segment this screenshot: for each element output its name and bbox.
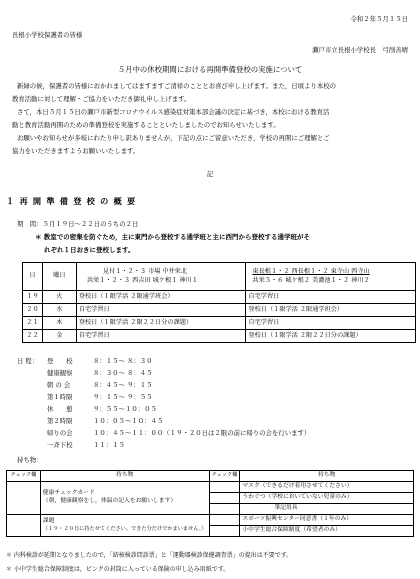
- group-b-line-1: 東長根１・２ 西長根１・２ 東寺山 西寺山: [252, 268, 370, 276]
- item-header: 持ち物: [240, 471, 414, 482]
- item-header: 持ち物: [40, 471, 209, 482]
- intro-line: 動と教育活動再開のための準備登校を実施することといたしましたのでお知らせいたします。: [12, 121, 280, 129]
- timetable-time: １０：０５〜１０：４５: [93, 417, 164, 425]
- check-box[interactable]: [209, 504, 240, 515]
- timetable-name: 休 憩: [47, 405, 73, 413]
- item-text: うわぐつ（学校においていない児童のみ）: [240, 493, 414, 504]
- row-day: ２０: [23, 304, 43, 317]
- footnote: ＊ 内科検診が延期となりましたので，「結核検診問診票」と「運動器検診保健調査票」の提出は不要です。: [6, 552, 293, 559]
- schedule-table: [22, 262, 416, 343]
- timetable-name: 帰りの会: [47, 429, 73, 437]
- document-title: ５月中の休校期間における再開準備登校の実施について: [117, 65, 303, 74]
- timetable-name: 朝 の 会: [47, 381, 71, 389]
- row-day: ２１: [23, 317, 43, 330]
- item-assignment: [40, 515, 209, 537]
- item-text: マスク（できるだけ着用させてください）: [240, 482, 414, 493]
- period-text: 期 間：５月１９日〜２２日のうちの２日: [17, 220, 139, 228]
- check-box[interactable]: [7, 515, 41, 537]
- timetable-time: ８：４５〜 ９：１５: [93, 381, 153, 389]
- recipient: 長根小学校保護者の皆様: [12, 31, 83, 39]
- timetable-time: ９：１５〜 ９：５５: [93, 393, 153, 401]
- item-text: 課題: [42, 518, 55, 525]
- schedule-row: [23, 317, 416, 330]
- sender: 瀬戸市立長根小学校長 弓削善晴: [312, 46, 408, 54]
- timetable-name: 健康観察: [47, 369, 73, 377]
- check-box[interactable]: [209, 493, 240, 504]
- check-box[interactable]: [209, 526, 240, 537]
- check-header: チェック欄: [7, 471, 41, 482]
- items-label: 持ち物：: [17, 456, 43, 464]
- intro-line: 新緑の候，保護者の皆様におかれましてはますますご清祥のこととお喜び申し上げます。また，日頃より本校の: [17, 82, 337, 90]
- row-group-b: 登校日（１限学活 ２限２２日分の課題）: [246, 330, 416, 343]
- schedule-row: [23, 330, 416, 343]
- items-table: [6, 470, 414, 537]
- check-box[interactable]: [209, 515, 240, 526]
- row-group-b: 自宅学習日: [246, 291, 416, 304]
- item-health-card: [40, 482, 209, 515]
- col-weekday-header: 曜日: [42, 263, 76, 291]
- timetable-time: １０：４５〜１１：００（１９・２０日は２限の前に帰りの会を行います）: [93, 429, 311, 437]
- col-day-header: 日: [23, 263, 43, 291]
- check-box[interactable]: [209, 482, 240, 493]
- row-group-a: 登校日（１限学活 ２限２２日分の課題）: [76, 317, 246, 330]
- timetable-time: ８：１５〜 ８：３０: [93, 357, 153, 365]
- note-line: れぞれ１日おきに登校します。: [44, 246, 135, 254]
- ki-heading: 記: [206, 170, 214, 178]
- item-text: スポーツ振興センター同意書（１年のみ）: [240, 515, 414, 526]
- schedule-row: [23, 304, 416, 317]
- timetable-label: 日 程：: [17, 357, 39, 365]
- intro-line: お願いやお知らせが多岐にわたり申し訳ありませんが，下記の点にご留意いただき，学校の再開にご理解とご: [17, 134, 330, 142]
- row-day: １９: [23, 291, 43, 304]
- document-date: 令和２年５月１５日: [350, 15, 408, 23]
- intro-line: さて，本日５月１５日の瀬戸市新型コロナウイルス感染症対策本部会議の決定に基づき，本校における教育活: [17, 108, 330, 116]
- group-a-line-1: 見付１・２・３ 市場 中井栄北: [102, 268, 188, 276]
- row-group-b: 登校日（１限学活 ２限通学班会）: [246, 304, 416, 317]
- item-text: 小中学生総合保障制度（希望者のみ）: [240, 526, 414, 537]
- group-b-header: [246, 263, 416, 291]
- row-group-b: 自宅学習日: [246, 317, 416, 330]
- row-group-a: 登校日（１限学活 ２限通学班会）: [76, 291, 246, 304]
- row-weekday: 火: [42, 291, 76, 304]
- section-1-title: １ 再 開 準 備 登 校 の 概 要: [6, 196, 137, 206]
- check-box[interactable]: [7, 482, 41, 515]
- timetable-name: 登 校: [47, 357, 73, 365]
- row-weekday: 水: [42, 304, 76, 317]
- row-weekday: 木: [42, 317, 76, 330]
- check-header: チェック欄: [209, 471, 240, 482]
- group-a-line-2: 共栄１・２・３ 西吉田 城ケ根１ 神川１: [86, 276, 198, 284]
- timetable-name: 第１時限: [47, 393, 73, 401]
- row-group-a: 自宅学習日: [76, 304, 246, 317]
- group-b-line-2: 共栄５・６ 城ケ根２ 美濃池１・２ 神川２: [252, 276, 370, 284]
- timetable-time: １１：１５: [93, 441, 125, 449]
- timetable-name: 第２時限: [47, 417, 73, 425]
- item-subtext: （１９・２０日に持たせてください。できた分だけでかまいません。）: [42, 525, 207, 532]
- row-day: ２２: [23, 330, 43, 343]
- row-weekday: 金: [42, 330, 76, 343]
- timetable-name: 一斉下校: [47, 441, 73, 449]
- group-a-header: [76, 263, 246, 291]
- item-text: 健康チェックカード: [42, 490, 95, 497]
- row-group-a: 自宅学習日: [76, 330, 246, 343]
- intro-line: 教育活動に対して理解・ご協力をいただき御礼申し上げます。: [12, 95, 191, 103]
- footnote: ＊ 小中学生総合保障制度は，ピンクの封筒に入っている保険の申し込み用紙です。: [6, 566, 230, 573]
- schedule-row: [23, 291, 416, 304]
- timetable-time: ９：５５〜１０：０５: [93, 405, 157, 413]
- timetable-time: ８：３０〜 ８：４５: [93, 369, 153, 377]
- item-text: 筆記用具: [240, 504, 414, 515]
- note-line: ＊ 教室での密集を防ぐため，主に東門から登校する通学班と主に西門から登校する通学班がそ: [35, 233, 311, 241]
- intro-line: 協力をいただきますようお願いいたします。: [12, 147, 140, 155]
- item-subtext: （朝，健康観察をし，体温の記入をお願いします）: [42, 498, 177, 504]
